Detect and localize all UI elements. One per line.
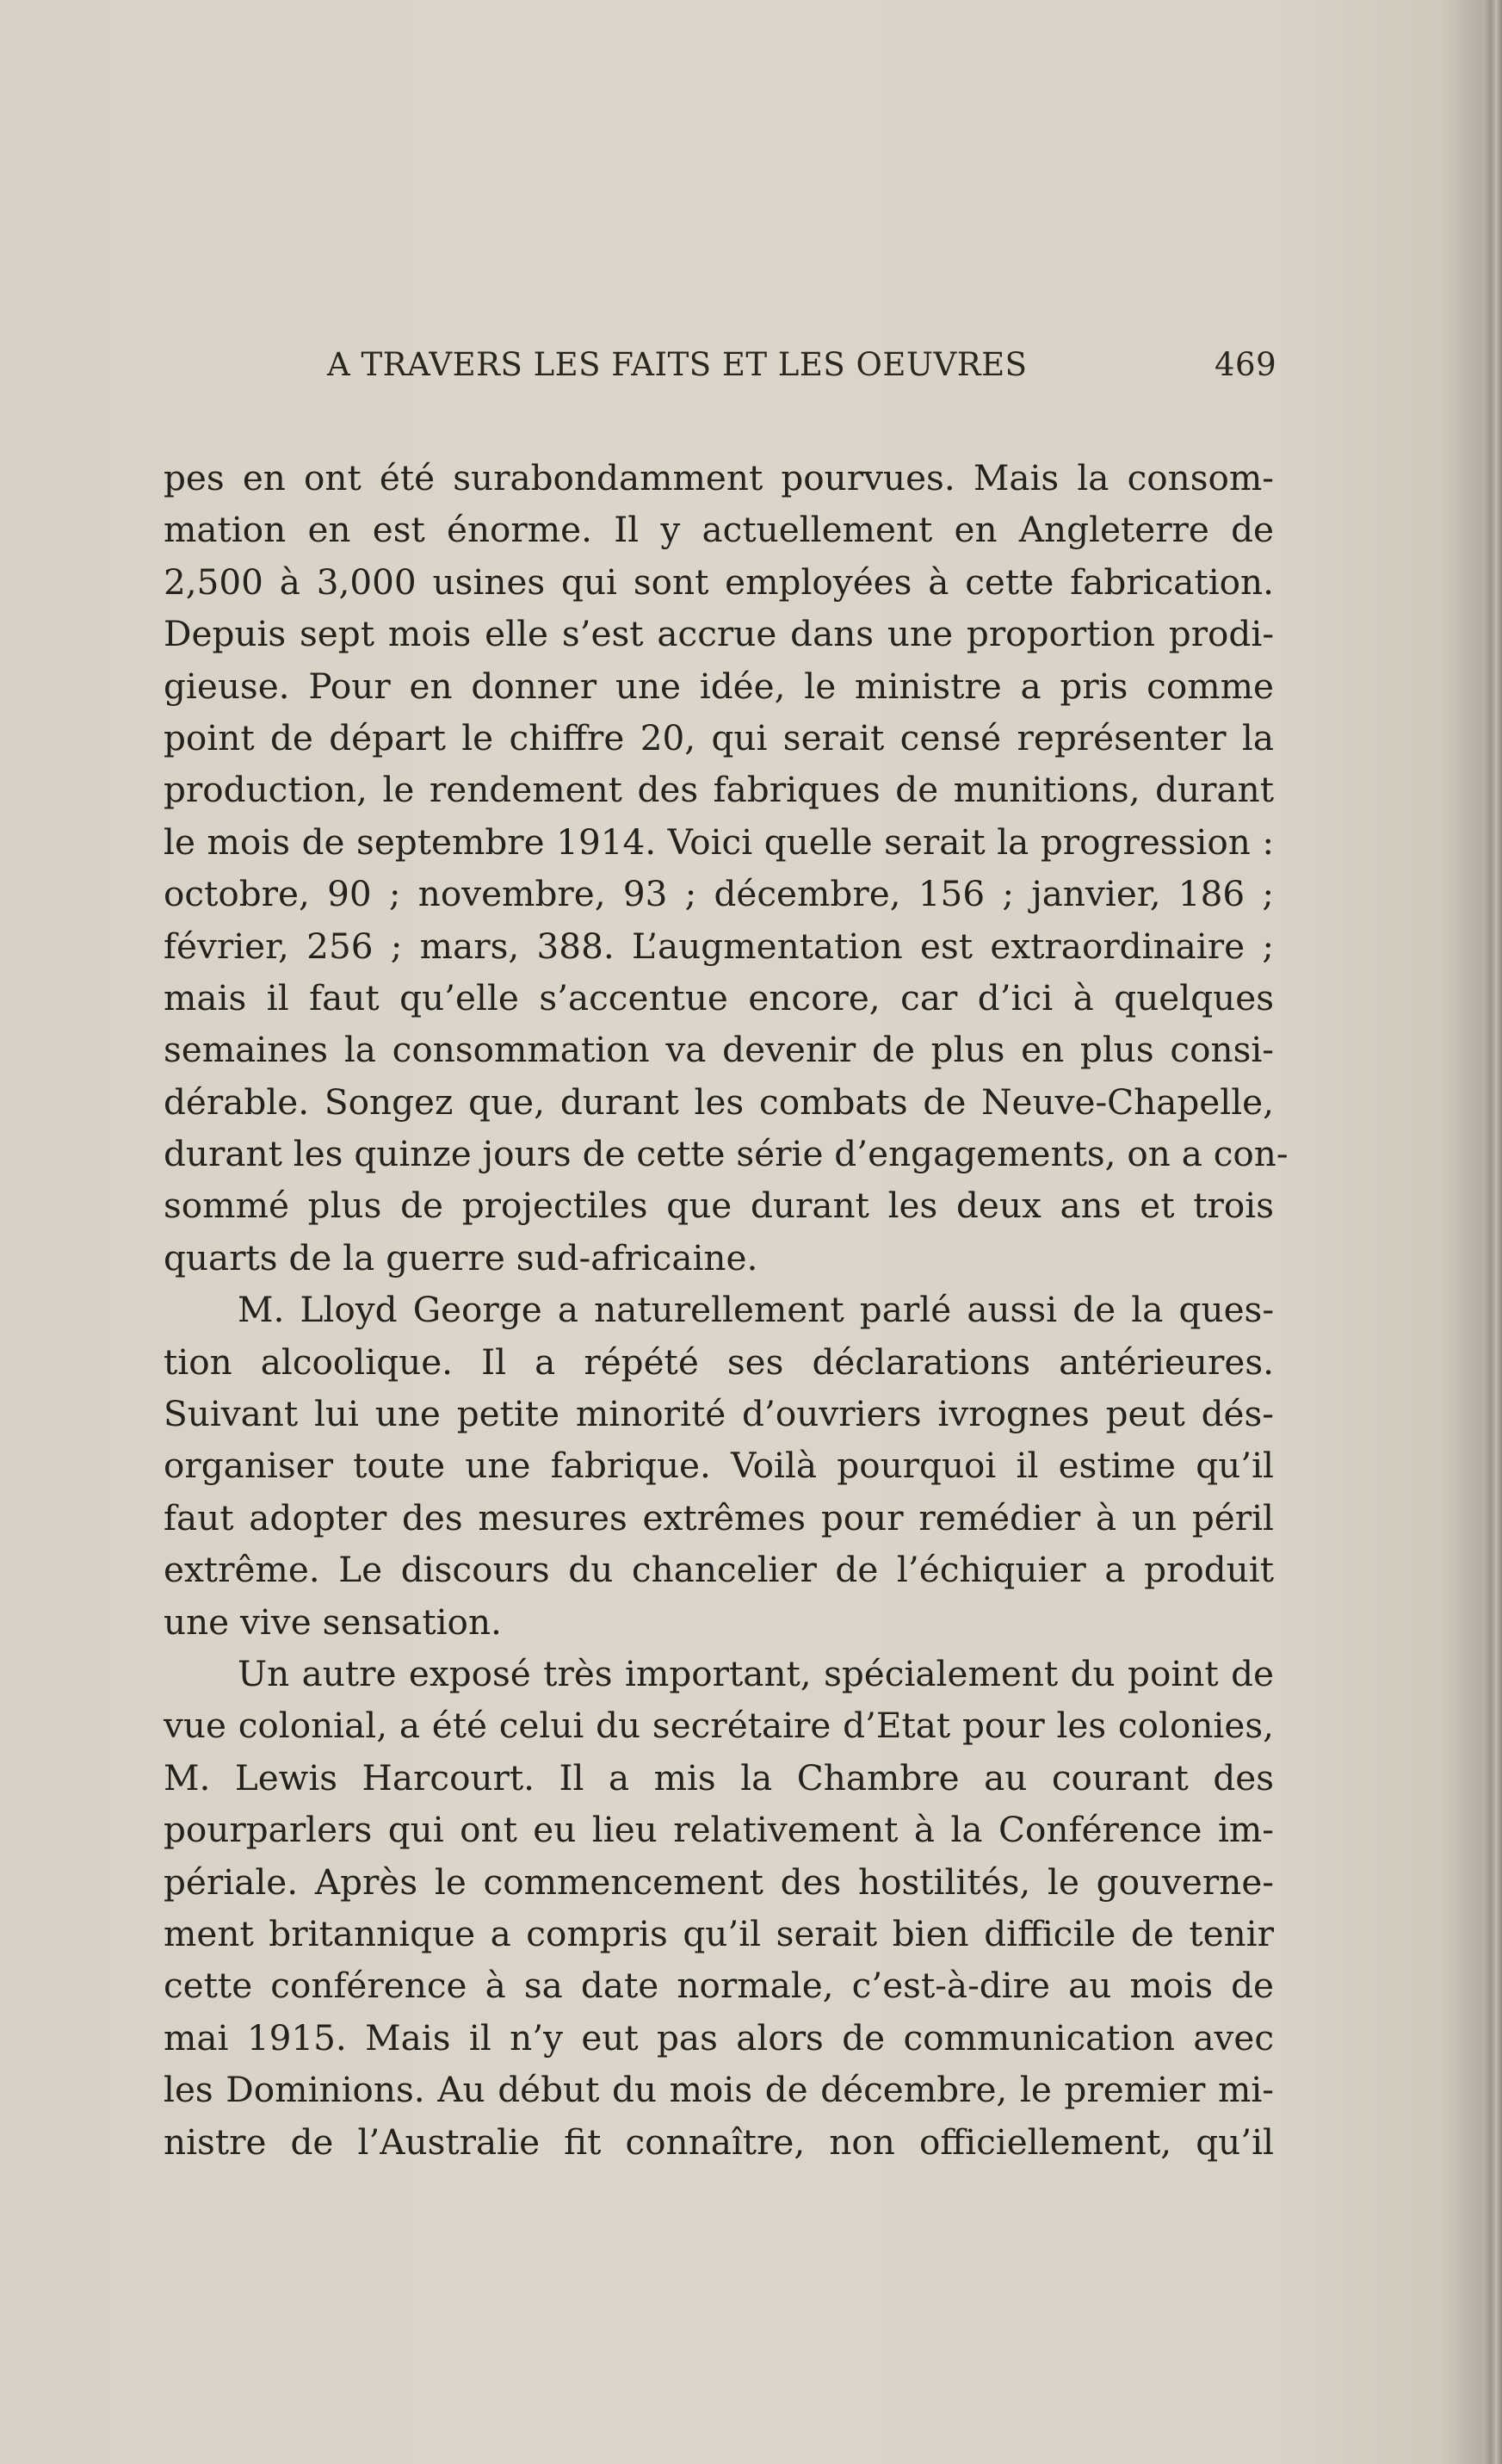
- text-line: mation en est énorme. Il y actuellement en Angleterre de: [164, 509, 1274, 551]
- text-line: Suivant lui une petite minorité d’ouvriers ivrognes peut dés-: [164, 1393, 1274, 1435]
- text-line: organiser toute une fabrique. Voilà pourquoi il estime qu’il: [164, 1445, 1274, 1487]
- text-line: 2,500 à 3,000 usines qui sont employées à cette fabrication.: [164, 560, 1274, 603]
- text-line: nistre de l’Australie fit connaître, non officiellement, qu’il: [164, 2120, 1274, 2163]
- text-line: tion alcoolique. Il a répété ses déclarations antérieures.: [164, 1340, 1274, 1383]
- text-line: périale. Après le commencement des hostilités, le gouverne-: [164, 1860, 1274, 1903]
- text-line: vue colonial, a été celui du secrétaire d’Etat pour les colonies,: [164, 1705, 1274, 1747]
- text-line: semaines la consommation va devenir de plus en plus consi-: [164, 1029, 1274, 1071]
- text-line: ment britannique a compris qu’il serait bien difficile de tenir: [164, 1912, 1274, 1954]
- text-line: point de départ le chiffre 20, qui serait censé représenter la: [164, 716, 1274, 758]
- text-line: mai 1915. Mais il n’y eut pas alors de communication avec: [164, 2016, 1274, 2058]
- text-line: pourparlers qui ont eu lieu relativement à la Conférence im-: [164, 1809, 1274, 1851]
- text-line: Depuis sept mois elle s’est accrue dans une proportion prodi-: [164, 613, 1274, 655]
- page-header: [327, 346, 1277, 398]
- text-line: pes en ont été surabondamment pourvues. Mais la consom-: [164, 457, 1274, 498]
- text-line: faut adopter des mesures extrêmes pour remédier à un péril: [164, 1496, 1274, 1538]
- text-line: sommé plus de projectiles que durant les deux ans et trois: [164, 1185, 1274, 1227]
- text-line: le mois de septembre 1914. Voici quelle serait la progression :: [164, 820, 1274, 863]
- paragraph-first-line: M. Lloyd George a naturellement parlé aussi de la ques-: [238, 1289, 1274, 1331]
- paragraph-last-line: quarts de la guerre sud-africaine.: [164, 1236, 758, 1278]
- text-line: durant les quinze jours de cette série d’engagements, on a con-: [164, 1133, 1289, 1175]
- text-line: les Dominions. Au début du mois de décembre, le premier mi-: [164, 2069, 1274, 2111]
- text-line: gieuse. Pour en donner une idée, le ministre a pris comme: [164, 665, 1274, 707]
- text-line: octobre, 90 ; novembre, 93 ; décembre, 156 ; janvier, 186 ;: [164, 873, 1274, 915]
- paragraph-last-line: une vive sensation.: [164, 1600, 502, 1643]
- body-text: [164, 452, 1289, 2168]
- text-line: février, 256 ; mars, 388. L’augmentation est extraordinaire ;: [164, 925, 1274, 967]
- text-line: mais il faut qu’elle s’accentue encore, car d’ici à quelques: [164, 976, 1274, 1018]
- paragraph-first-line: Un autre exposé très important, spécialement du point de: [238, 1652, 1274, 1694]
- page-number: 469: [1215, 346, 1277, 383]
- page-edge: [1483, 0, 1502, 2464]
- text-line: extrême. Le discours du chancelier de l’échiquier a produit: [164, 1549, 1274, 1591]
- text-line: M. Lewis Harcourt. Il a mis la Chambre au courant des: [164, 1756, 1274, 1798]
- text-line: cette conférence à sa date normale, c’est-à-dire au mois de: [164, 1965, 1274, 2007]
- text-line: dérable. Songez que, durant les combats de Neuve-Chapelle,: [164, 1080, 1274, 1123]
- running-title: A TRAVERS LES FAITS ET LES OEUVRES: [327, 346, 1028, 383]
- text-line: production, le rendement des fabriques de munitions, durant: [164, 769, 1274, 811]
